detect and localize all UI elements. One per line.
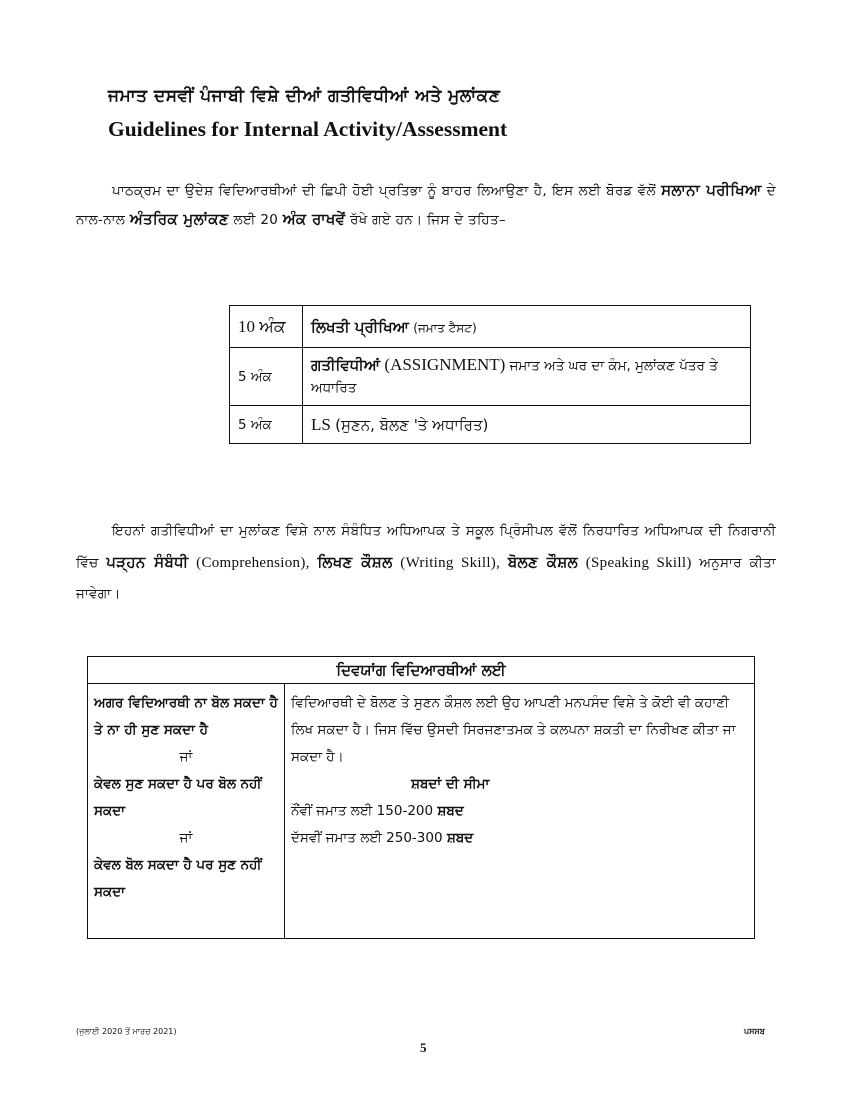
activity-english: (ASSIGNMENT) (384, 355, 506, 374)
activity-rest: (ਜਮਾਤ ਟੈਸਟ) (413, 320, 477, 335)
footer-board: ਪਸਸਬ (744, 1027, 765, 1036)
assessment-text-2: ਅਨੁਸਾਰ ਕੀਤਾ ਜਾਵੇਗਾ। (76, 555, 776, 602)
assessment-en-writing: (Writing Skill), (400, 555, 501, 571)
word-limit-title: ਸ਼ਬਦਾਂ ਦੀ ਸੀਮਾ (411, 776, 490, 792)
word-limit-class-10 (291, 825, 748, 852)
word-limit-text: ਦੱਸਵੀਂ ਜਮਾਤ ਲਈ 250-300 (291, 830, 443, 846)
assessment-bold-reading: ਪੜ੍ਹਨ ਸੰਬੰਧੀ (106, 553, 189, 571)
activity-rest: (ਸੁਣਨ, ਬੋਲਣ 'ਤੇ ਅਧਾਰਿਤ) (335, 415, 489, 434)
assessment-bold-writing: ਲਿਖਣ ਕੌਸ਼ਲ (317, 553, 393, 571)
guidance-description: ਵਿਦਿਆਰਥੀ ਦੇ ਬੋਲਣ ਤੇ ਸੁਣਨ ਕੌਸ਼ਲ ਲਈ ਉਹ ਆਪਣੀ ਮਨਪਸੰਦ ਵਿਸ਼ੇ ਤੇ ਕੋਈ ਵੀ ਕਹਾਣੀ ਲਿਖ ਸਕਦਾ ਹੈ। ਜਿਸ ਵਿੱਚ ਉਸਦੀ ਸਿਰਜਣਾਤਮਕ ਤੇ ਕਲਪਨਾ ਸ਼ਕਤੀ ਦਾ ਨਿਰੀਖਣ ਕੀਤਾ ਜਾ ਸਕਦਾ ਹੈ। (291, 695, 736, 765)
word-limit-unit: ਸ਼ਬਦ (446, 830, 474, 846)
assessment-paragraph (76, 516, 776, 610)
condition-3: ਕੇਵਲ ਬੋਲ ਸਕਦਾ ਹੈ ਪਰ ਸੁਣ ਨਹੀਂ ਸਕਦਾ (94, 857, 262, 900)
activity-cell (303, 348, 751, 406)
intro-text-1: ਪਾਠਕ੍ਰਮ ਦਾ ਉਦੇਸ਼ ਵਿਦਿਆਰਥੀਆਂ ਦੀ ਛਿਪੀ ਹੋਈ ਪ੍ਰਤਿਭਾ ਨੂੰ ਬਾਹਰ ਲਿਆਉਣਾ ਹੈ, ਇਸ ਲਈ ਬੋਰਡ ਵੱਲੋਂ (112, 183, 656, 199)
divyang-title: ਦਿਵਯਾਂਗ ਵਿਦਿਆਰਥੀਆਂ ਲਈ (88, 657, 755, 684)
intro-text-3: ਲਈ 20 (233, 212, 279, 228)
heading-punjabi: ਜਮਾਤ ਦਸਵੀਂ ਪੰਜਾਬੀ ਵਿਸ਼ੇ ਦੀਆਂ ਗਤੀਵਿਧੀਆਂ ਅਤੇ ਮੁਲਾਂਕਣ (108, 86, 501, 106)
activity-rest: ਜਮਾਤ ਅਤੇ ਘਰ ਦਾ ਕੰਮ, ਮੁਲਾਂਕਣ ਪੱਤਰ ਤੇ ਅਧਾਰਿਤ (311, 358, 718, 396)
or-separator: ਜਾਂ (179, 749, 193, 765)
intro-bold-internal-assessment: ਅੰਤਰਿਕ ਮੁਲਾਂਕਣ (129, 210, 229, 228)
intro-bold-reserved-marks: ਅੰਕ ਰਾਖਵੇਂ (282, 210, 346, 228)
activity-english: LS (311, 414, 331, 434)
assessment-en-comprehension: (Comprehension), (196, 555, 310, 571)
marks-cell: 5 ਅੰਕ (230, 406, 303, 444)
assessment-text-1: ਇਹਨਾਂ ਗਤੀਵਿਧੀਆਂ ਦਾ ਮੁਲਾਂਕਣ ਵਿਸ਼ੇ ਨਾਲ ਸੰਬੰਧਿਤ ਅਧਿਆਪਕ ਤੇ ਸਕੂਲ ਪ੍ਰਿੰਸੀਪਲ ਵੱਲੋਂ ਨਿਰਧਾਰਿਤ ਅਧਿਆਪਕ ਦੀ ਨਿਗਰਾਨੀ ਵਿੱਚ (76, 523, 776, 571)
intro-paragraph (76, 176, 776, 234)
intro-text-2: ਦੇ ਨਾਲ-ਨਾਲ (76, 183, 776, 228)
assessment-en-speaking: (Speaking Skill) (585, 555, 692, 571)
page-number: 5 (420, 1040, 427, 1055)
marks-row (230, 406, 751, 444)
intro-text-4: ਰੱਖੇ ਗਏ ਹਨ। ਜਿਸ ਦੇ ਤਹਿਤ– (349, 212, 506, 228)
marks-row (230, 306, 751, 348)
word-limit-text: ਨੌਂਵੀਂ ਜਮਾਤ ਲਈ 150-200 (291, 803, 434, 819)
divyang-guidance-cell (285, 684, 755, 939)
marks-table (229, 305, 751, 444)
condition-2: ਕੇਵਲ ਸੁਣ ਸਕਦਾ ਹੈ ਪਰ ਬੋਲ ਨਹੀਂ ਸਕਦਾ (94, 776, 262, 819)
word-limit-class-9 (291, 798, 748, 825)
divyang-conditions-cell (88, 684, 285, 939)
footer-session: (ਜੁਲਾਈ 2020 ਤੋਂ ਮਾਰਚ 2021) (76, 1027, 177, 1036)
assessment-bold-speaking: ਬੋਲਣ ਕੌਸ਼ਲ (507, 553, 578, 571)
condition-1: ਅਗਰ ਵਿਦਿਆਰਥੀ ਨਾ ਬੋਲ ਸਕਦਾ ਹੈ ਤੇ ਨਾ ਹੀ ਸੁਣ ਸਕਦਾ ਹੈ (94, 695, 278, 738)
marks-cell: 5 ਅੰਕ (230, 348, 303, 406)
activity-cell (303, 406, 751, 444)
marks-row (230, 348, 751, 406)
activity-bold: ਲਿਖਤੀ ਪ੍ਰੀਖਿਆ (311, 317, 409, 336)
intro-bold-annual-exam: ਸਲਾਨਾ ਪਰੀਖਿਆ (661, 181, 762, 199)
divyang-table (87, 656, 755, 939)
activity-cell (303, 306, 751, 348)
activity-bold: ਗਤੀਵਿਧੀਆਂ (311, 356, 381, 374)
word-limit-unit: ਸ਼ਬਦ (437, 803, 464, 819)
or-separator: ਜਾਂ (179, 830, 193, 846)
marks-cell: 10 ਅੰਕ (230, 306, 303, 348)
heading-english: Guidelines for Internal Activity/Assessment (108, 117, 508, 141)
